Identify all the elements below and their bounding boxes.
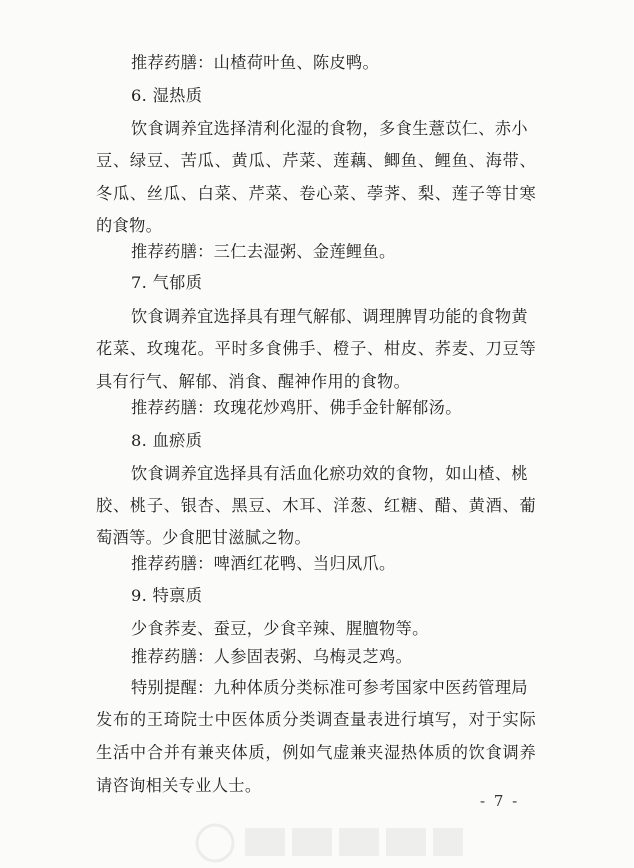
paragraph-line: 豆、绿豆、苦瓜、黄瓜、芹菜、莲藕、鲫鱼、鲤鱼、海带、	[96, 151, 536, 170]
section-heading-blood-stasis: 8. 血瘀质	[131, 431, 203, 450]
paragraph-line: 饮食调养宜选择清利化湿的食物，多食生薏苡仁、赤小	[131, 119, 528, 138]
paragraph-line: 萄酒等。少食肥甘滋腻之物。	[96, 528, 311, 547]
paragraph-line: 冬瓜、丝瓜、白菜、芹菜、卷心菜、荸荠、梨、莲子等甘寒	[96, 184, 536, 203]
page-number: - 7 -	[480, 792, 520, 810]
section-heading-special-constitution: 9. 特禀质	[131, 586, 203, 605]
paragraph-line: 饮食调养宜选择具有活血化瘀功效的食物，如山楂、桃	[131, 464, 528, 483]
watermark-logo	[190, 818, 470, 868]
special-reminder-line: 特别提醒：九种体质分类标准可参考国家中医药管理局	[131, 678, 528, 697]
paragraph-line: 请咨询相关专业人士。	[96, 776, 262, 795]
paragraph-line: 饮食调养宜选择具有理气解郁、调理脾胃功能的食物黄	[131, 307, 528, 326]
paragraph-line: 少食荞麦、蚕豆，少食辛辣、腥膻物等。	[131, 619, 429, 638]
recommended-diet-line: 推荐药膳：人参固表粥、乌梅灵芝鸡。	[131, 647, 413, 666]
paragraph-line: 胶、桃子、银杏、黑豆、木耳、洋葱、红糖、醋、黄酒、葡	[96, 496, 536, 515]
paragraph-line: 发布的王琦院士中医体质分类调查量表进行填写，对于实际	[96, 710, 536, 729]
section-heading-qi-stagnation: 7. 气郁质	[131, 273, 203, 292]
recommended-diet-line: 推荐药膳：玫瑰花炒鸡肝、佛手金针解郁汤。	[131, 398, 462, 417]
section-heading-damp-heat: 6. 湿热质	[131, 86, 203, 105]
paragraph-line: 生活中合并有兼夹体质，例如气虚兼夹湿热体质的饮食调养	[96, 743, 536, 762]
paragraph-line: 的食物。	[96, 216, 163, 235]
paragraph-line: 花菜、玫瑰花。平时多食佛手、橙子、柑皮、荞麦、刀豆等	[96, 339, 536, 358]
recommended-diet-line: 推荐药膳：啤酒红花鸭、当归凤爪。	[131, 554, 396, 573]
recommended-diet-line: 推荐药膳：山楂荷叶鱼、陈皮鸭。	[131, 53, 380, 72]
paragraph-line: 具有行气、解郁、消食、醒神作用的食物。	[96, 372, 411, 391]
recommended-diet-line: 推荐药膳：三仁去湿粥、金莲鲤鱼。	[131, 242, 396, 261]
